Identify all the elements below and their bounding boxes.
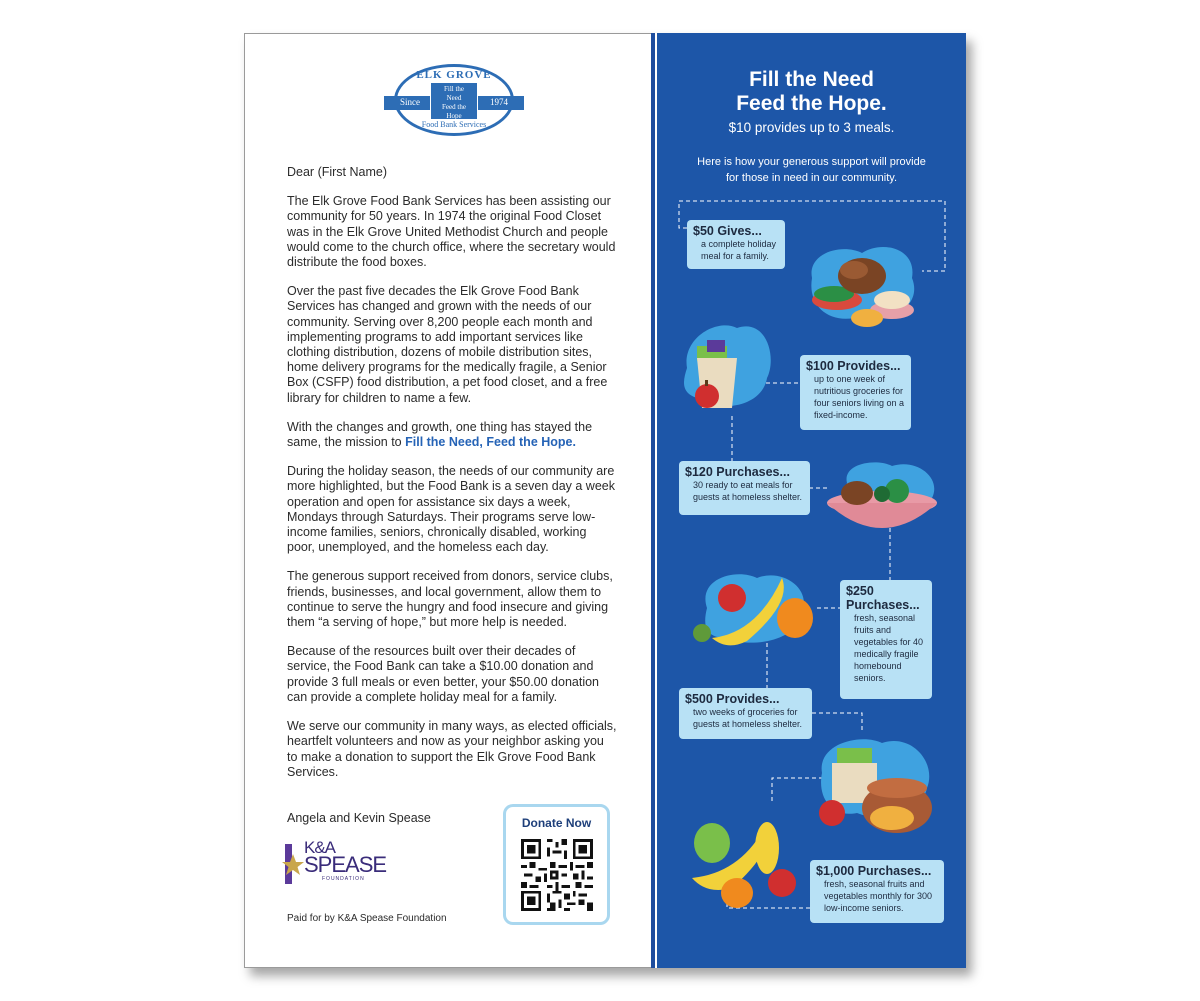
star-icon — [282, 842, 304, 886]
letter-paragraph: With the changes and growth, one thing has stayed the same, the mission to Fill the Need, Feed the Hope. — [287, 419, 593, 450]
mission-highlight: Fill the Need, Feed the Hope. — [405, 435, 576, 450]
gift-card-500: $500 Provides... two weeks of groceries for guests at homeless shelter. — [679, 688, 812, 739]
letter-paragraph: The generous support received from donors, service clubs, friends, businesses, and local government, allow them to continue to serve the hungry and food insecure and giving them “a serving of hope,” but more help is needed. — [287, 569, 613, 630]
donate-now-label: Donate Now — [521, 816, 592, 830]
elk-grove-logo — [388, 64, 520, 136]
infographic-intro: Here is how your generous support will provide for those in need in our community. — [697, 156, 926, 184]
letter-paragraph: We serve our community in many ways, as elected officials, heartfelt volunteers and now as your neighbor asking you to make a donation to support the Elk Grove Food Bank Services. — [287, 719, 617, 779]
fruit-illustration — [687, 563, 822, 653]
logo-year: 1974 — [490, 97, 508, 107]
logo-title: ELK GROVE — [416, 69, 492, 81]
panel-divider — [651, 33, 655, 968]
gift-card-120: $120 Purchases... 30 ready to eat meals for guests at homeless shelter. — [679, 461, 810, 515]
letter-paragraph: The Elk Grove Food Bank Services has been assisting our community for 50 years. In 1974 the original Food Closet was in the Elk Grove United Methodist Church and people would come to the church office, where the secretary would distribute the food boxes. — [287, 194, 616, 270]
gift-card-50: $50 Gives... a complete holiday meal for a family. — [687, 220, 785, 269]
ka-spease-foundation-logo: K&A SPEASE FOUNDATION — [282, 838, 402, 888]
holiday-meal-illustration — [802, 238, 927, 333]
infographic-panel — [657, 33, 966, 968]
letter-paragraph: Because of the resources built over their decades of service, the Food Bank can take a $10.00 donation and provide 3 full meals or even better, your $50.00 donation can provide a complete holiday meal for a family. — [287, 644, 600, 704]
gift-card-100: $100 Provides... up to one week of nutritious groceries for four seniors living on a fixed-income. — [800, 355, 911, 430]
signature-name: Angela and Kevin Spease — [287, 811, 431, 825]
logo-subtitle: Food Bank Services — [421, 120, 487, 129]
donate-now-box[interactable] — [503, 804, 610, 925]
qr-code-icon[interactable] — [521, 839, 593, 911]
gift-card-250: $250 Purchases... fresh, seasonal fruits and vegetables for 40 medically fragile homebound seniors. — [840, 580, 932, 699]
infographic-title: Fill the Need Feed the Hope. — [736, 68, 887, 115]
grocery-basket-illustration — [812, 733, 942, 838]
grocery-bag-illustration — [677, 318, 777, 418]
logo-motto: Fill the Need Feed the Hope — [430, 82, 478, 120]
produce-illustration — [687, 803, 807, 908]
greeting: Dear (First Name) — [287, 165, 388, 179]
letter-body — [287, 165, 617, 794]
ready-meal-bowl-illustration — [822, 458, 942, 538]
infographic-subtitle: $10 provides up to 3 meals. — [728, 120, 895, 135]
paid-for-notice: Paid for by K&A Spease Foundation — [287, 913, 447, 924]
letter-paragraph: During the holiday season, the needs of our community are more highlighted, but the Food Bank is a seven day a week operation and open for assistance six days a week, Mondays through Saturdays. Their programs serve low-income families, seniors, chronically disabled, working poor, unemployed, and the homeless each day. — [287, 464, 615, 555]
letter-paragraph: Over the past five decades the Elk Grove Food Bank Services has changed and grown with the needs of our community. Serving over 8,200 people each month and implementing programs to add important services like clothing distribution, dozens of mobile distribution sites, home delivery programs for the medically fragile, a Senior Box (CSFP) food distribution, a pet food closet, and a free library for children to name a few. — [287, 284, 608, 405]
gift-card-1000: $1,000 Purchases... fresh, seasonal fruits and vegetables monthly for 300 low-income seniors. — [810, 860, 944, 923]
logo-since: Since — [400, 97, 420, 107]
